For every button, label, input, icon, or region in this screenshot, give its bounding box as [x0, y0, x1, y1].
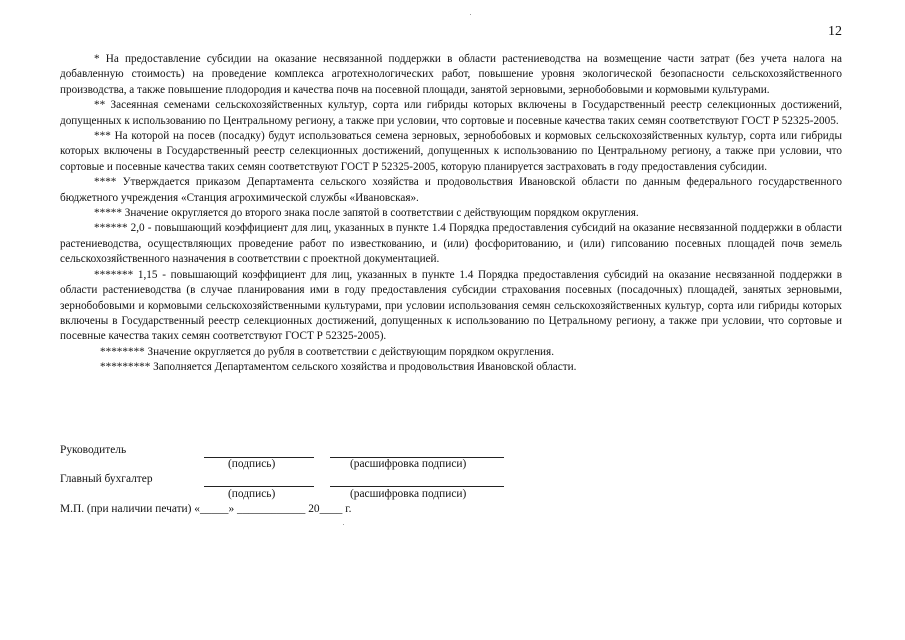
- accountant-decode-caption: (расшифровка подписи): [350, 488, 467, 500]
- footnote-8: ******** Значение округляется до рубля в соответствии с действующим порядком округления.: [100, 345, 554, 358]
- accountant-label: Главный бухгалтер: [60, 473, 153, 485]
- scan-speck: [470, 14, 471, 15]
- footnote-2: ** Засеянная семенами сельскохозяйственных культур, сорта или гибриды которых включены в Государственный реестр селекционных достижений, допущенных к использованию по Центральному региону, а также при условии, что сортовые и посевные качества таких семян соответствуют ГОСТ Р 52325-2005.: [60, 99, 842, 127]
- head-label: Руководитель: [60, 444, 127, 456]
- scan-speck: [343, 524, 344, 525]
- page-number: 12: [828, 24, 842, 39]
- stamp-date-line: М.П. (при наличии печати) «_____» ____________ 20____ г.: [60, 503, 352, 515]
- accountant-signature-line: [204, 486, 314, 487]
- head-signature-caption: (подпись): [228, 458, 276, 470]
- footnote-1: * На предоставление субсидии на оказание несвязанной поддержки в области растениеводства на возмещение части затрат (без учета налога на добавленную стоимость) на проведение комплекса агротехнологических работ, повышение уровня экологической безопасности сельскохозяйственного производства, а также повышение плодородия и качества почв на посевной площади, занятой зерновыми, зернобобовыми и кормовыми культурами.: [60, 53, 842, 96]
- footnote-3: *** На которой на посев (посадку) будут использоваться семена зерновых, зернобобовых и кормовых сельскохозяйственных культур, сорта или гибриды которых включены в Государственный реестр селекционных достижений, допущенных к использованию по Центральному региону, а также при условии, что сортовые и посевные качества таких семян соответствуют ГОСТ Р 52325-2005, которую планируется застраховать в году предоставления субсидии.: [60, 130, 842, 173]
- footnote-6: ****** 2,0 - повышающий коэффициент для лиц, указанных в пункте 1.4 Порядка предоставления субсидий на оказание несвязанной поддержки в области растениеводства, осуществляющих проведение работ по известкованию, и (или) фосфоритованию, и (или) гипсованию посевных площадей почв земель сельскохозяйственного назначения в соответствии с проектной документацией.: [60, 222, 842, 266]
- footnotes: [60, 52, 842, 376]
- footnote-5: ***** Значение округляется до второго знака после запятой в соответствии с действующим порядком округления.: [94, 207, 639, 220]
- head-decode-caption: (расшифровка подписи): [350, 458, 467, 470]
- footnote-4: **** Утверждается приказом Департамента сельского хозяйства и продовольствия Ивановской области по данным федерального государственного бюджетного учреждения «Станция агрохимической службы «Ивановская».: [60, 176, 842, 204]
- footnote-9: ********* Заполняется Департаментом сельского хозяйства и продовольствия Ивановской области.: [100, 361, 577, 374]
- accountant-decode-line: [330, 486, 504, 487]
- accountant-signature-caption: (подпись): [228, 488, 276, 500]
- footnote-7: ******* 1,15 - повышающий коэффициент для лиц, указанных в пункте 1.4 Порядка предоставления субсидий на оказание несвязанной поддержки в области растениеводства (в случае планирования ими в году предоставления субсидии страхования посевных (посадочных) площадей, занятых зерновыми, зернобобовыми и кормовыми сельскохозяйственными культурами, при условии использования семян сельскохозяйственных культур, сорта или гибриды которых включены в Государственный реестр селекционных достижений, допущенных к использованию по Цетральному региону, а также при условии, что сортовые и посевные качества таких семян соответствуют ГОСТ Р 52325-2005).: [60, 268, 842, 343]
